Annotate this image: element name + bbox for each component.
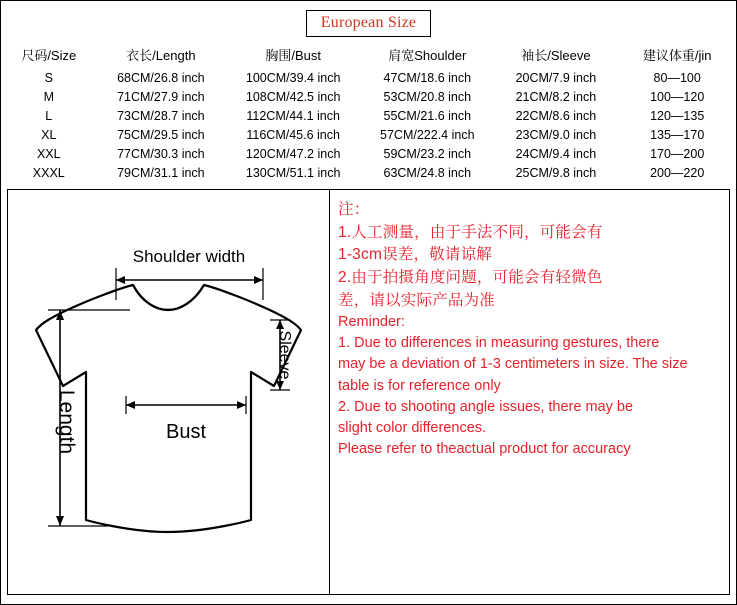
cell-shoulder: 55CM/21.6 inch [383, 109, 472, 123]
cell-size: XXXL [32, 166, 65, 180]
title-row [1, 1, 736, 43]
table-header-row [1, 43, 736, 69]
cell-bust: 100CM/39.4 inch [245, 71, 341, 85]
cell-length: 71CM/27.9 inch [117, 90, 205, 104]
cell-shoulder: 57CM/222.4 inch [380, 128, 475, 142]
note-line-2: 1.人工测量，由于手法不同，可能会有 [338, 223, 603, 241]
cell-length: 73CM/28.7 inch [117, 109, 205, 123]
column-header-size: 尺码/Size [21, 48, 77, 63]
note-line-6: Reminder: [338, 314, 405, 331]
cell-sleeve: 25CM/9.8 inch [515, 166, 597, 180]
length-label: Length [55, 389, 78, 455]
cell-shoulder: 63CM/24.8 inch [383, 166, 472, 180]
lower-panel [7, 189, 730, 595]
note-line-4: 2.由于拍摄角度问题，可能会有轻微色 [338, 268, 603, 286]
cell-length: 77CM/30.3 inch [117, 147, 205, 161]
page-title: European Size [306, 10, 431, 37]
table-row [1, 164, 736, 183]
cell-weight: 80—100 [653, 71, 701, 85]
cell-bust: 108CM/42.5 inch [245, 90, 341, 104]
cell-sleeve: 20CM/7.9 inch [515, 71, 597, 85]
column-header-bust: 胸围/Bust [265, 48, 321, 63]
shoulder-width-label: Shoulder width [132, 247, 246, 266]
cell-weight: 200—220 [650, 166, 705, 180]
cell-shoulder: 53CM/20.8 inch [383, 90, 472, 104]
cell-bust: 112CM/44.1 inch [246, 109, 340, 123]
bust-label: Bust [165, 421, 207, 443]
table-row [1, 88, 736, 107]
table-row [1, 107, 736, 126]
note-line-11: slight color differences. [338, 419, 487, 436]
cell-weight: 120—135 [650, 109, 705, 123]
notes-panel [330, 190, 729, 594]
note-line-8: may be a deviation of 1-3 centimeters in size. The size [338, 356, 688, 373]
table-row [1, 145, 736, 164]
size-table [1, 43, 736, 183]
column-header-sleeve: 袖长/Sleeve [521, 48, 591, 63]
tshirt-illustration [8, 190, 329, 594]
note-line-5: 差，请以实际产品为准 [338, 291, 496, 309]
cell-shoulder: 47CM/18.6 inch [383, 71, 472, 85]
table-row [1, 126, 736, 145]
cell-size: M [43, 90, 54, 104]
cell-bust: 130CM/51.1 inch [245, 166, 341, 180]
cell-weight: 100—120 [650, 90, 705, 104]
note-line-3: 1-3cm误差，敬请谅解 [338, 246, 492, 264]
cell-bust: 120CM/47.2 inch [245, 147, 341, 161]
note-line-7: 1. Due to differences in measuring gestures, there [338, 335, 660, 352]
cell-shoulder: 59CM/23.2 inch [383, 147, 472, 161]
cell-size: S [44, 71, 53, 85]
cell-weight: 135—170 [650, 128, 705, 142]
note-line-12: Please refer to theactual product for accuracy [338, 441, 631, 458]
cell-size: XL [41, 128, 57, 142]
cell-length: 75CM/29.5 inch [117, 128, 205, 142]
cell-sleeve: 21CM/8.2 inch [515, 90, 597, 104]
column-header-shoulder: 肩宽Shoulder [388, 48, 467, 63]
cell-weight: 170—200 [650, 147, 705, 161]
cell-length: 68CM/26.8 inch [117, 71, 205, 85]
cell-size: L [45, 109, 53, 123]
tshirt-diagram [8, 190, 330, 594]
sleeve-label: Sleeve [276, 330, 293, 380]
cell-sleeve: 23CM/9.0 inch [515, 128, 597, 142]
note-line-9: table is for reference only [338, 377, 501, 394]
note-line-1: 注： [338, 201, 370, 218]
cell-bust: 116CM/45.6 inch [246, 128, 340, 142]
table-row [1, 69, 736, 88]
column-header-length: 衣长/Length [126, 48, 196, 63]
cell-size: XXL [36, 147, 61, 161]
note-line-10: 2. Due to shooting angle issues, there may be [338, 398, 634, 415]
cell-length: 79CM/31.1 inch [117, 166, 205, 180]
cell-sleeve: 22CM/8.6 inch [515, 109, 597, 123]
column-header-weight: 建议体重/jin [642, 48, 712, 63]
cell-sleeve: 24CM/9.4 inch [515, 147, 597, 161]
